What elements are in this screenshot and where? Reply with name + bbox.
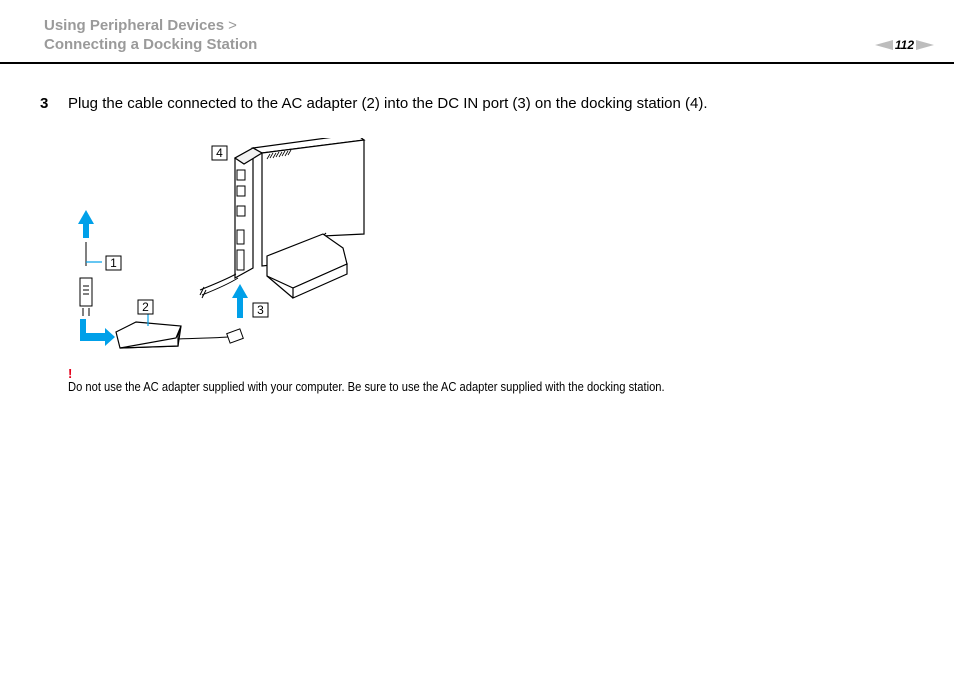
callout-3: 3 <box>257 303 264 317</box>
warning-note: Do not use the AC adapter supplied with your computer. Be sure to use the AC adapter supplied with the docking station. <box>68 379 665 394</box>
docking-station <box>235 138 364 298</box>
step-number: 3 <box>40 95 49 112</box>
warning-icon: ! <box>68 366 73 381</box>
previous-page-icon[interactable] <box>875 40 893 50</box>
docking-station-illustration <box>60 138 380 360</box>
breadcrumb-page-title[interactable]: Connecting a Docking Station <box>44 36 258 53</box>
next-page-icon[interactable] <box>916 40 934 50</box>
callout-1: 1 <box>110 256 117 270</box>
page-number: 112 <box>894 38 914 52</box>
callout-4: 4 <box>216 146 223 160</box>
breadcrumb-separator: > <box>228 17 237 34</box>
page-navigation <box>875 37 934 53</box>
callout-2: 2 <box>142 300 149 314</box>
step-text: Plug the cable connected to the AC adapter (2) into the DC IN port (3) on the docking station (4). <box>68 95 708 112</box>
breadcrumb-section[interactable]: Using Peripheral Devices <box>44 17 225 34</box>
breadcrumb <box>44 16 257 54</box>
header-divider <box>0 62 954 64</box>
